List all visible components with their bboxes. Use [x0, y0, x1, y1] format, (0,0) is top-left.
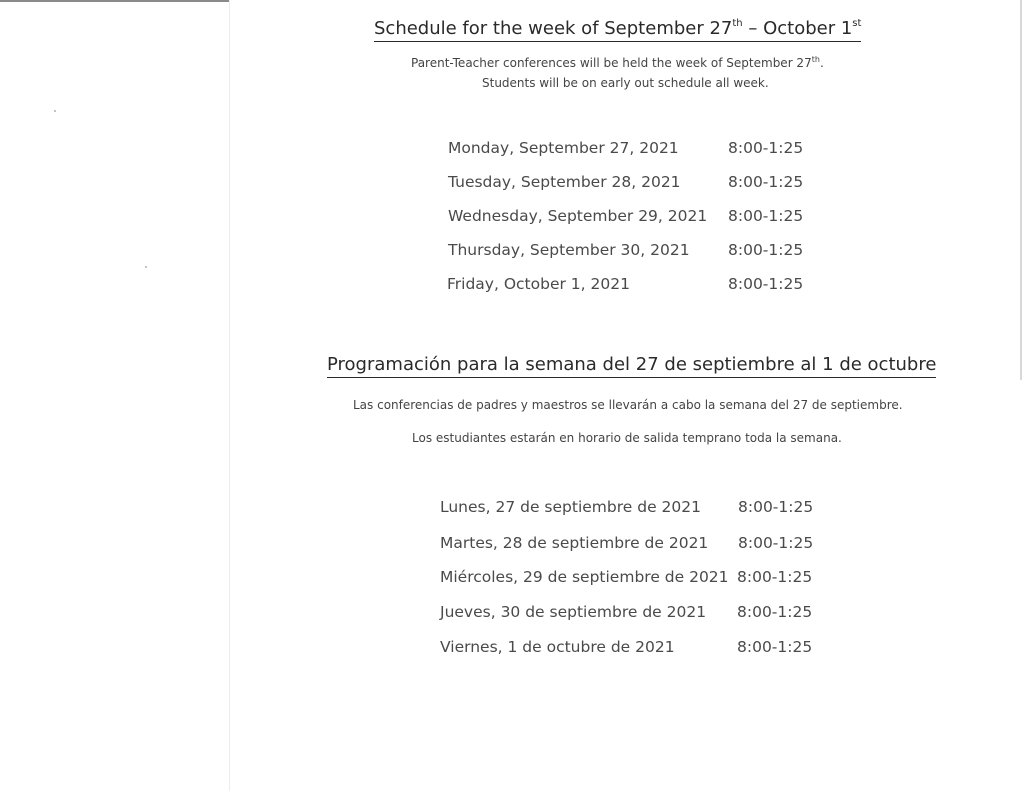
horario-day: Martes, 28 de septiembre de 2021: [440, 534, 709, 552]
english-note-line1-text: Parent-Teacher conferences will be held the week of September 27: [411, 56, 812, 70]
schedule-day: Thursday, September 30, 2021: [448, 241, 690, 259]
english-note-line2: Students will be on early out schedule all week.: [482, 76, 769, 90]
scan-edge-top: [0, 0, 230, 2]
horario-day: Miércoles, 29 de septiembre de 2021: [440, 568, 729, 586]
english-title-text: Schedule for the week of September 27: [374, 18, 733, 39]
horario-day: Lunes, 27 de septiembre de 2021: [440, 498, 701, 516]
schedule-time: 8:00-1:25: [728, 275, 804, 293]
scan-fold-line: [229, 0, 230, 791]
english-title-sup-st: st: [852, 18, 862, 29]
english-title-text-mid: – October 1: [742, 18, 853, 39]
schedule-time: 8:00-1:25: [728, 207, 804, 225]
schedule-day: Monday, September 27, 2021: [448, 139, 679, 157]
horario-time: 8:00-1:25: [738, 534, 814, 552]
horario-day: Jueves, 30 de septiembre de 2021: [440, 603, 707, 621]
english-title-sup-th: th: [732, 18, 743, 29]
schedule-time: 8:00-1:25: [728, 173, 804, 191]
schedule-time: 8:00-1:25: [728, 241, 804, 259]
horario-time: 8:00-1:25: [737, 568, 813, 586]
english-title: [374, 18, 861, 42]
schedule-day: Friday, October 1, 2021: [447, 275, 630, 293]
horario-day: Viernes, 1 de octubre de 2021: [440, 638, 675, 656]
schedule-day: Tuesday, September 28, 2021: [448, 173, 681, 191]
schedule-day: Wednesday, September 29, 2021: [448, 207, 708, 225]
spanish-note-line1: Las conferencias de padres y maestros se llevarán a cabo la semana del 27 de septiembre.: [353, 398, 903, 412]
scan-edge-right: [1020, 0, 1022, 380]
english-note-line1: [411, 56, 824, 70]
spanish-note-line2: Los estudiantes estarán en horario de salida temprano toda la semana.: [412, 431, 842, 445]
spanish-title: Programación para la semana del 27 de septiembre al 1 de octubre: [327, 354, 936, 378]
scan-speck: [145, 266, 147, 268]
horario-time: 8:00-1:25: [737, 638, 813, 656]
english-note-line1-sup: th: [811, 55, 820, 64]
english-note-line1-end: .: [819, 56, 824, 70]
schedule-time: 8:00-1:25: [728, 139, 804, 157]
scan-speck: [54, 110, 56, 112]
horario-time: 8:00-1:25: [738, 498, 814, 516]
horario-time: 8:00-1:25: [737, 603, 813, 621]
